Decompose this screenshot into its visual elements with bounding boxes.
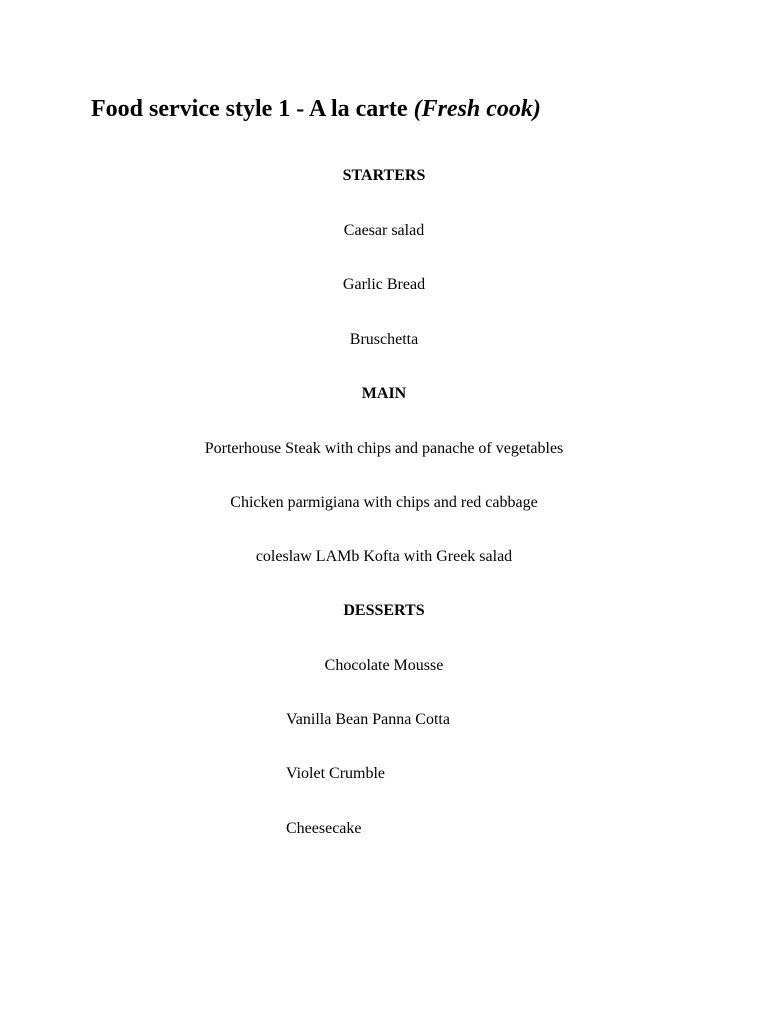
dessert-item: Vanilla Bean Panna Cotta <box>286 711 450 728</box>
document-title <box>91 93 541 125</box>
title-italic-text: (Fresh cook) <box>413 96 541 122</box>
title-main-text: Food service style 1 - A la carte <box>91 96 414 122</box>
main-item: Porterhouse Steak with chips and panache of vegetables <box>204 440 564 457</box>
starter-item: Caesar salad <box>343 222 425 239</box>
dessert-item: Violet Crumble <box>286 765 386 782</box>
dessert-item: Cheesecake <box>286 820 362 837</box>
dessert-item: Chocolate Mousse <box>324 657 444 674</box>
main-item: coleslaw LAMb Kofta with Greek salad <box>255 548 513 565</box>
starter-item: Bruschetta <box>349 331 419 348</box>
main-item: Chicken parmigiana with chips and red cabbage <box>230 494 538 511</box>
desserts-heading: DESSERTS <box>343 602 425 619</box>
starters-heading: STARTERS <box>342 167 426 184</box>
starter-item: Garlic Bread <box>342 276 426 293</box>
main-heading: MAIN <box>361 385 407 402</box>
